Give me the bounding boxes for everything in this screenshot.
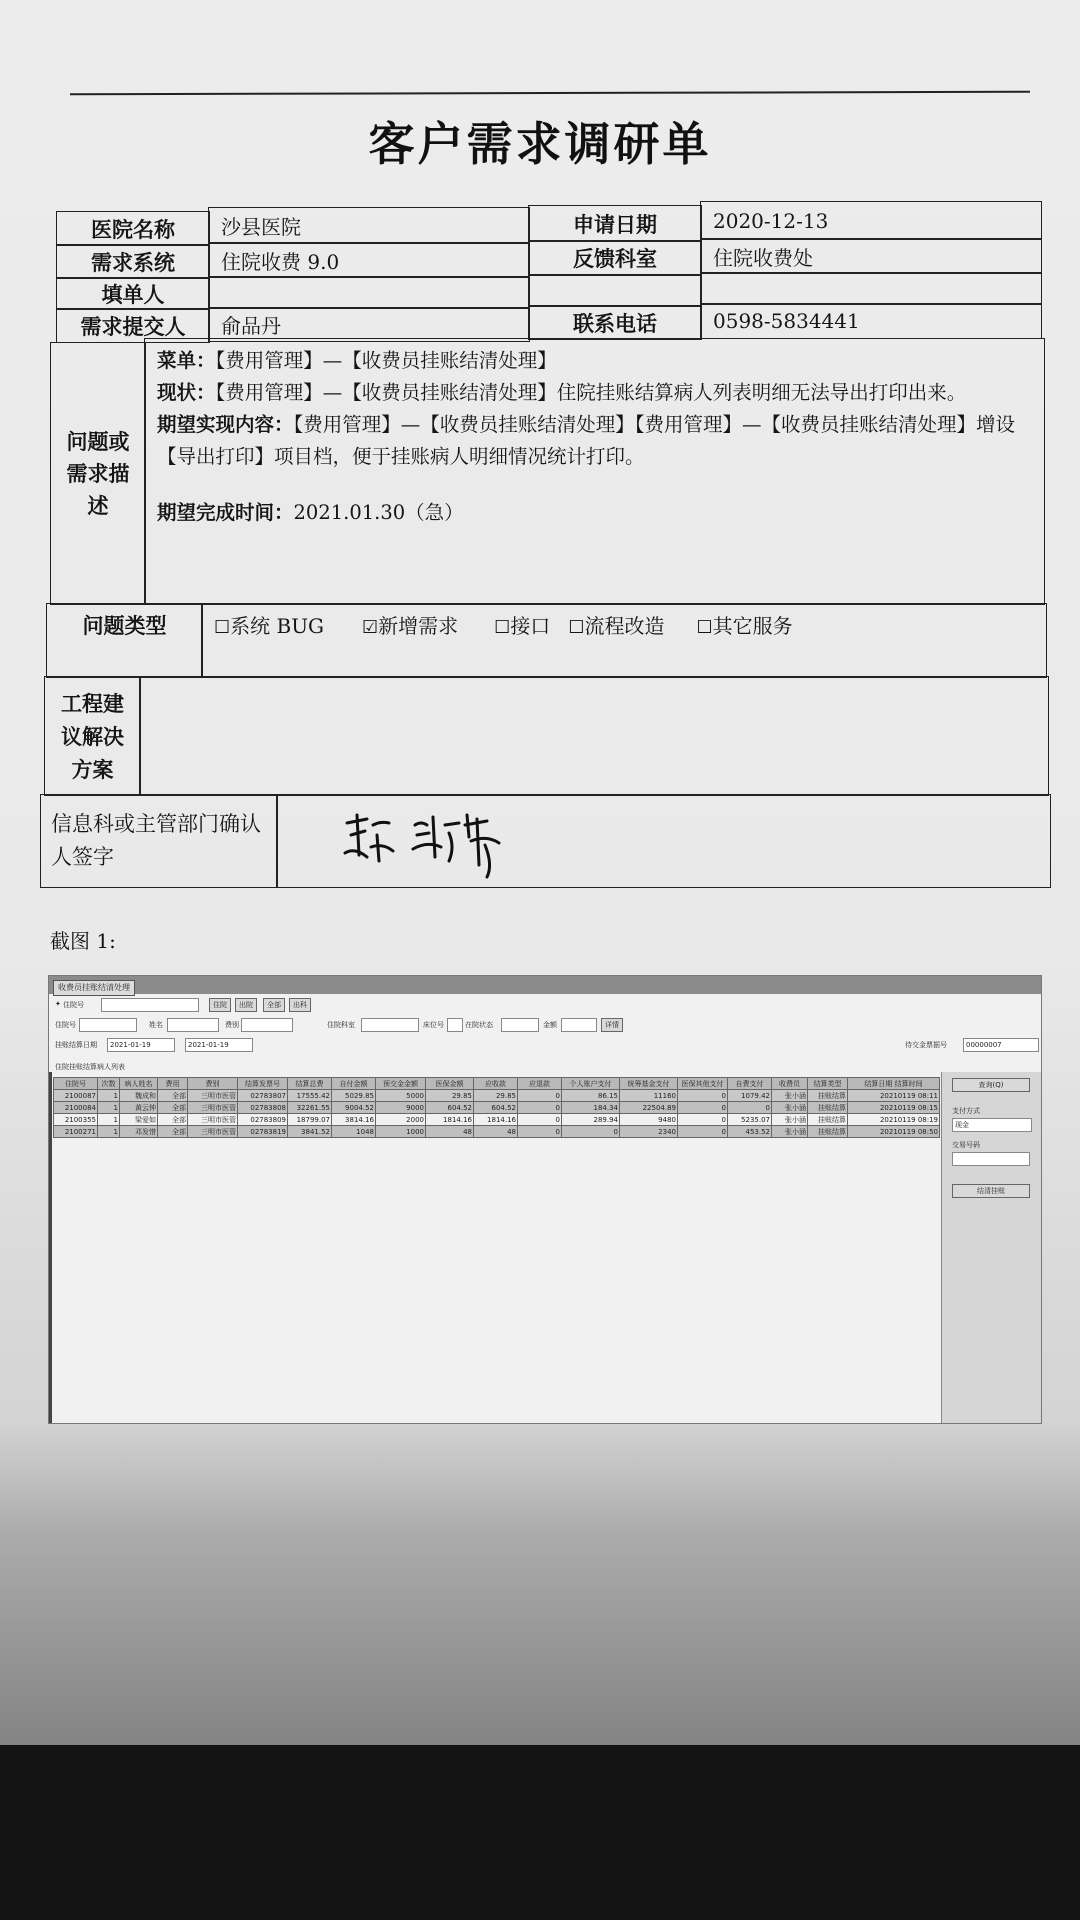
- pay-method-label: 支付方式: [952, 1107, 980, 1115]
- btn-quanbu[interactable]: 全部: [263, 998, 285, 1012]
- table-row[interactable]: 2100271 1 邓发惜 全部 三明市医管 02783819 3841.52 1048 1000 48 48 0 0 2340 0 453.52 张小涵 挂账结算 20210119 08:50: [54, 1126, 940, 1138]
- clear-account-button[interactable]: 结清挂账: [952, 1184, 1030, 1198]
- toolbar-pin-icon: ✦: [55, 1000, 61, 1008]
- date-range-label: 挂账结算日期: [55, 1041, 97, 1049]
- patient-list-table: [53, 1077, 940, 1138]
- table-row[interactable]: 2100355 1 梁爱如 全部 三明市医管 02783809 18799.07 3814.16 2000 1814.16 1814.16 0 289.94 9480 0 5235.07 张小涵 挂账结算 20210119 08:19: [54, 1114, 940, 1126]
- table-row[interactable]: 2100087 1 魏成和 全部 三明市医管 02783807 17555.42 5029.85 5000 29.85 29.85 0 86.15 11160 0 1079.42 张小涵 挂账结算 20210119 08:11: [54, 1090, 940, 1102]
- col-header[interactable]: 个人账户支付: [562, 1078, 620, 1090]
- col-header[interactable]: 医保金额: [426, 1078, 474, 1090]
- window-bar: [49, 976, 1041, 994]
- invoice-label: 待交金票据号: [905, 1041, 947, 1049]
- col-header[interactable]: 结算日期 结算时间: [848, 1078, 940, 1090]
- col-header[interactable]: 费用: [158, 1078, 188, 1090]
- expect-label: 期望实现内容：: [157, 413, 294, 436]
- filter-label-2: 姓名: [149, 1021, 163, 1029]
- empty-value: [700, 272, 1042, 305]
- filler-value: [208, 276, 530, 309]
- embedded-screenshot: [48, 975, 1042, 1424]
- date-to-select[interactable]: 2021-01-19: [185, 1038, 253, 1052]
- signature-cell: [276, 794, 1051, 888]
- dept-label: 反馈科室: [528, 240, 702, 276]
- signature-image: [337, 795, 537, 885]
- pay-method-select[interactable]: 现金: [952, 1118, 1032, 1132]
- col-header[interactable]: 病人姓名: [120, 1078, 158, 1090]
- submitter-value: 俞品丹: [208, 307, 530, 342]
- type-option-new[interactable]: ☑新增需求: [362, 614, 459, 638]
- type-options: [201, 603, 1047, 678]
- hospital-label: 医院名称: [56, 211, 210, 246]
- checkbox-checked-icon: ☑: [362, 617, 379, 638]
- expect-text: 【费用管理】—【收费员挂账结清处理】【费用管理】—【收费员挂账结清处理】增设【导出打印】项目档，便于挂账病人明细情况统计打印。: [157, 413, 1016, 468]
- checkbox-icon: ☐: [494, 617, 511, 638]
- type-option-process[interactable]: ☐流程改造: [568, 614, 665, 638]
- btn-zhuyuan[interactable]: 住院: [209, 998, 231, 1012]
- status-text: 【费用管理】—【收费员挂账结清处理】住院挂账结算病人列表明细无法导出打印出来。: [215, 381, 967, 404]
- type-option-bug[interactable]: ☐系统 BUG: [214, 614, 325, 638]
- submitter-label: 需求提交人: [56, 308, 210, 343]
- confirm-label: 信息科或主管部门确认人签字: [40, 794, 278, 888]
- col-header[interactable]: 次数: [98, 1078, 120, 1090]
- paper-shadow: [0, 1420, 1080, 1750]
- col-header[interactable]: 结算发票号: [238, 1078, 288, 1090]
- filter-input-4[interactable]: [361, 1018, 419, 1032]
- trade-no-label: 交易号码: [952, 1141, 980, 1149]
- left-scrollbar[interactable]: [49, 1072, 52, 1423]
- col-header[interactable]: 预交金金额: [376, 1078, 426, 1090]
- checkbox-icon: ☐: [696, 617, 713, 638]
- window-tab[interactable]: 收费员挂账结清处理: [53, 980, 135, 996]
- list-title: 住院挂账结算病人列表: [55, 1063, 125, 1071]
- background-floor: [0, 1745, 1080, 1920]
- suggest-label: 工程建议解决方案: [44, 676, 141, 796]
- filler-label: 填单人: [56, 277, 210, 310]
- col-header[interactable]: 结算类型: [808, 1078, 848, 1090]
- filter-input-1[interactable]: [79, 1018, 137, 1032]
- filter-input-2[interactable]: [167, 1018, 219, 1032]
- hospital-value: 沙县医院: [208, 207, 530, 244]
- desc-label: 问题或需求描述: [50, 342, 146, 605]
- col-header[interactable]: 住院号: [54, 1078, 98, 1090]
- type-option-other[interactable]: ☐其它服务: [696, 614, 793, 638]
- system-value: 住院收费 9.0: [208, 242, 530, 278]
- table-row[interactable]: 2100084 1 黄云钟 全部 三明市医管 02783808 32261.55 9004.52 9000 604.52 604.52 0 184.34 22504.89 0 0 张小涵 挂账结算 20210119 08:15: [54, 1102, 940, 1114]
- btn-chuke[interactable]: 出科: [289, 998, 311, 1012]
- type-label: 问题类型: [46, 603, 203, 678]
- system-label: 需求系统: [56, 244, 210, 279]
- filter-input-6[interactable]: [501, 1018, 539, 1032]
- btn-chuyuan[interactable]: 出院: [235, 998, 257, 1012]
- col-header[interactable]: 自费支付: [728, 1078, 772, 1090]
- deadline-label: 期望完成时间：: [157, 501, 294, 524]
- col-header[interactable]: 医保其他支付: [678, 1078, 728, 1090]
- col-header[interactable]: 应退款: [518, 1078, 562, 1090]
- empty-label: [528, 274, 702, 307]
- filter-label-3: 费别: [225, 1021, 239, 1029]
- invoice-input[interactable]: 00000007: [963, 1038, 1039, 1052]
- trade-no-input[interactable]: [952, 1152, 1030, 1166]
- status-label: 现状：: [157, 381, 216, 404]
- date-value: 2020-12-13: [700, 201, 1042, 240]
- filter-label-4: 住院科室: [327, 1021, 355, 1029]
- filter-label-6: 在院状态: [465, 1021, 493, 1029]
- col-header[interactable]: 应收款: [474, 1078, 518, 1090]
- zhuyuan-label: 住院号: [63, 1001, 84, 1009]
- col-header[interactable]: 费别: [188, 1078, 238, 1090]
- filter-input-7[interactable]: [561, 1018, 597, 1032]
- filter-input-3[interactable]: [241, 1018, 293, 1032]
- desc-body: [144, 338, 1045, 605]
- query-button[interactable]: 查询(Q): [952, 1078, 1030, 1092]
- phone-value: 0598-5834441: [700, 303, 1042, 339]
- filter-label-7: 金额: [543, 1021, 557, 1029]
- page-title: 客户需求调研单: [368, 117, 712, 171]
- col-header[interactable]: 收费员: [772, 1078, 808, 1090]
- checkbox-icon: ☐: [568, 617, 585, 638]
- col-header[interactable]: 自付金额: [332, 1078, 376, 1090]
- zhuyuan-input[interactable]: [101, 998, 199, 1012]
- screenshot-caption: 截图 1:: [50, 929, 116, 953]
- right-panel: [941, 1072, 1042, 1423]
- filter-detail-button[interactable]: 详情: [601, 1018, 623, 1032]
- menu-label: 菜单：: [157, 349, 216, 372]
- suggest-value: [139, 676, 1049, 796]
- date-label: 申请日期: [528, 205, 702, 242]
- col-header[interactable]: 统筹基金支付: [620, 1078, 678, 1090]
- deadline-text: 2021.01.30（急）: [293, 501, 464, 524]
- menu-text: 【费用管理】—【收费员挂账结清处理】: [215, 349, 557, 372]
- filter-label-5: 床位号: [423, 1021, 444, 1029]
- filter-input-5[interactable]: [447, 1018, 463, 1032]
- type-option-interface[interactable]: ☐接口: [494, 614, 551, 638]
- filter-label-1: 住院号: [55, 1021, 76, 1029]
- dept-value: 住院收费处: [700, 238, 1042, 274]
- date-from-select[interactable]: 2021-01-19: [107, 1038, 175, 1052]
- checkbox-icon: ☐: [214, 617, 231, 638]
- phone-label: 联系电话: [528, 305, 702, 340]
- col-header[interactable]: 结算总费: [288, 1078, 332, 1090]
